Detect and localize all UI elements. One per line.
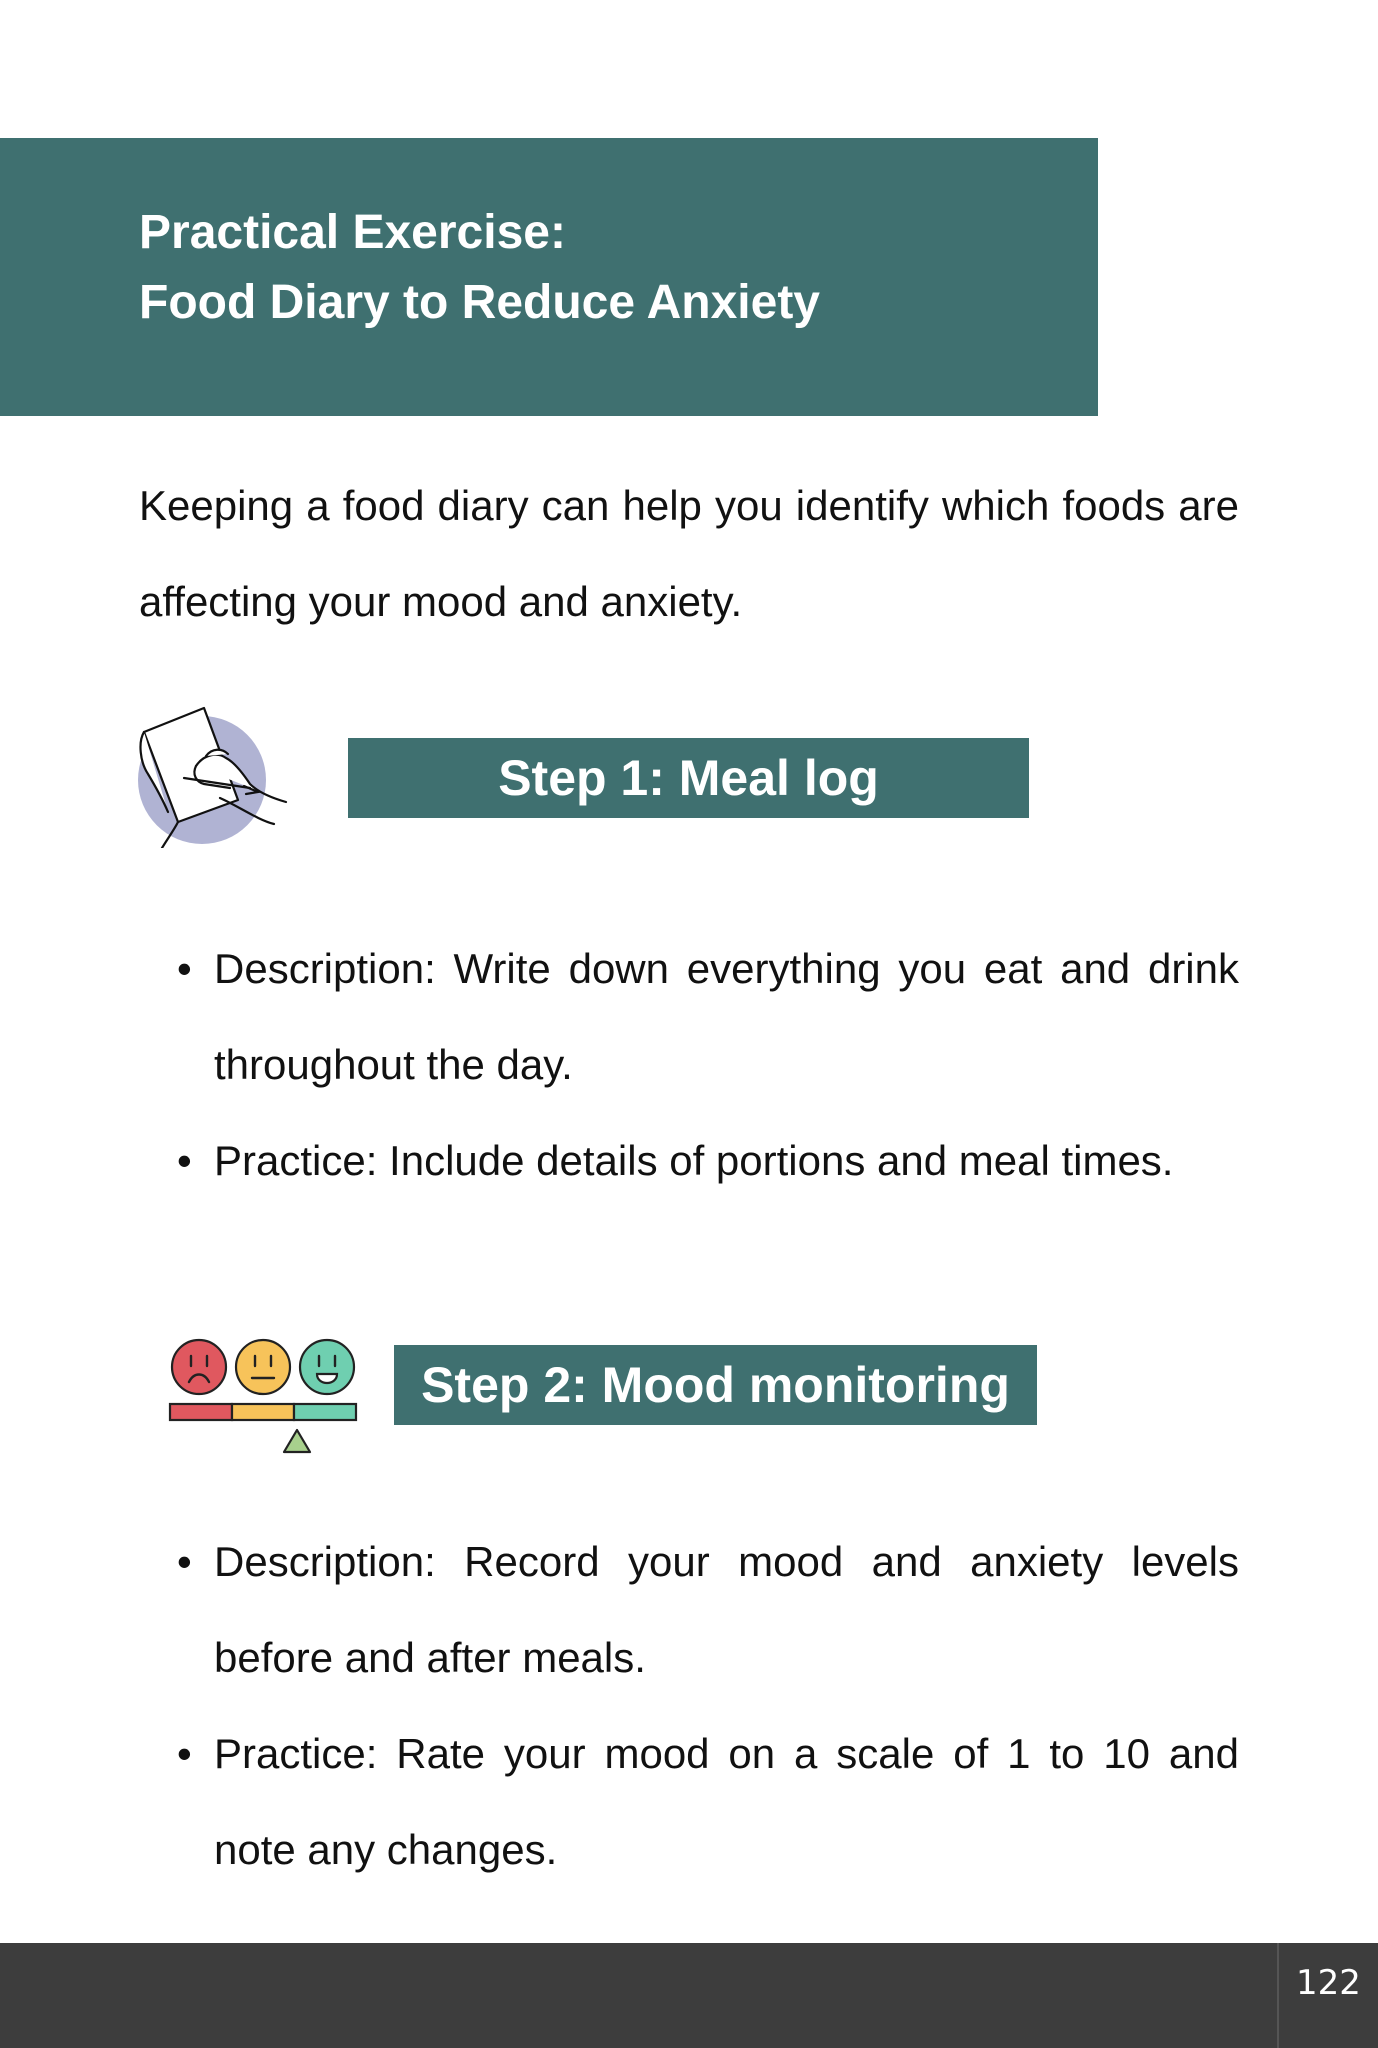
bullet-text: Description: Write down everything you eat and drink throughout the day. (214, 945, 1239, 1088)
bullet-dot: • (177, 1137, 192, 1184)
page-number: 122 (1296, 1963, 1361, 2003)
page-title-line-1: Practical Exercise: (139, 206, 566, 259)
bullet-dot: • (177, 945, 192, 992)
bullet-text: Practice: Include details of portions and meal times. (214, 1137, 1174, 1184)
bullet-dot: • (177, 1538, 192, 1585)
writing-hand-icon (134, 702, 290, 848)
list-item (139, 1706, 1239, 1898)
step-2-bullet-list (139, 1514, 1239, 1898)
page-title-line-2: Food Diary to Reduce Anxiety (139, 276, 820, 329)
bullet-text: Practice: Rate your mood on a scale of 1 to 10 and note any changes. (214, 1730, 1239, 1873)
mood-scale-icon (168, 1336, 360, 1458)
bullet-dot: • (177, 1730, 192, 1777)
step-1-bullet-list (139, 921, 1239, 1209)
list-item (139, 1514, 1239, 1706)
list-item (139, 921, 1239, 1113)
intro-paragraph: Keeping a food diary can help you identify which foods are affecting your mood and anxiety. (139, 482, 1239, 625)
step-1-heading: Step 1: Meal log (348, 738, 1029, 818)
title-banner (0, 138, 1098, 416)
list-item (139, 1113, 1239, 1209)
step-2-heading: Step 2: Mood monitoring (394, 1345, 1037, 1425)
footer-bar (0, 1943, 1378, 2048)
bullet-text: Description: Record your mood and anxiety levels before and after meals. (214, 1538, 1239, 1681)
